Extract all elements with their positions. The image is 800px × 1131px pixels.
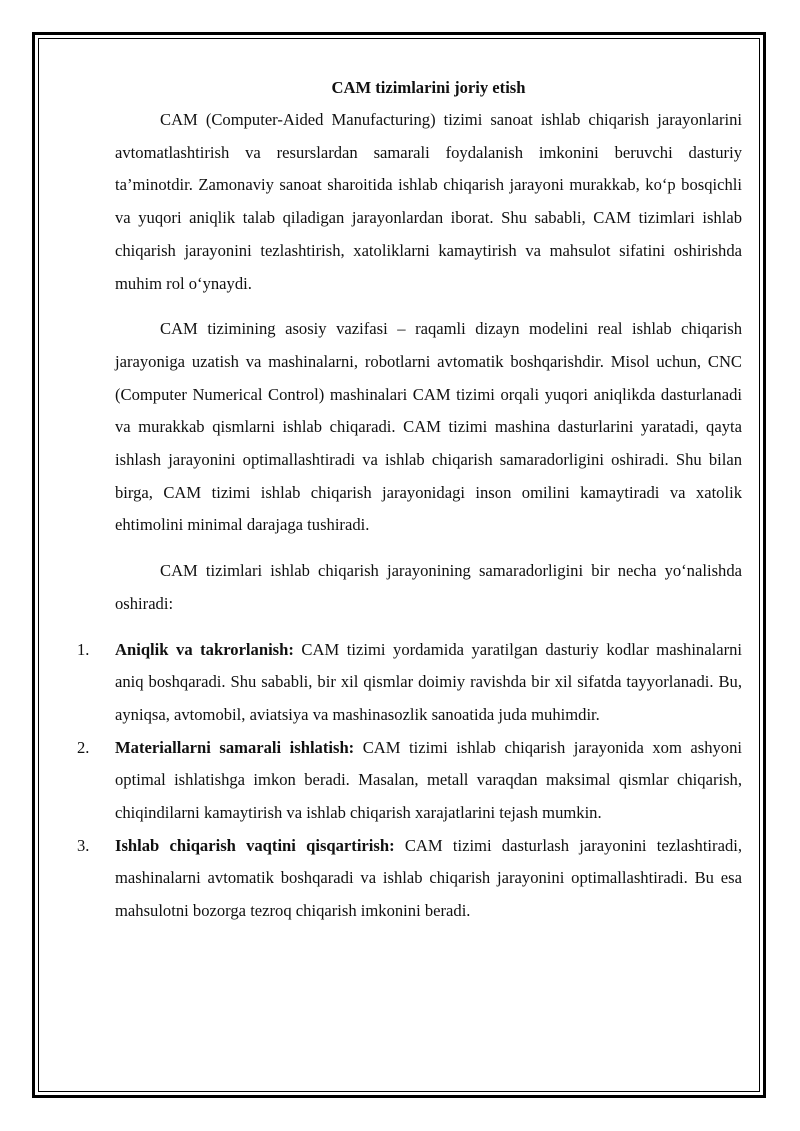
benefits-list bbox=[77, 634, 743, 928]
paragraph-list-intro: CAM tizimlari ishlab chiqarish jarayonining samaradorligini bir necha yo‘nalishda oshiradi: bbox=[115, 561, 742, 613]
document-body bbox=[77, 72, 743, 928]
list-item-number: 1. bbox=[77, 639, 90, 659]
document-title: CAM tizimlarini joriy etish bbox=[331, 78, 526, 97]
list-item bbox=[77, 634, 743, 732]
list-item bbox=[77, 830, 742, 928]
list-item-text: CAM tizimi ishlab chiqarish jarayonida xom ashyoni optimal ishlatishga imkon beradi. Masalan, metall varaqdan maksimal qismlar chiqarish, chiqindilarni kamaytirish va ishlab chiqarish xarajatlarini tejash mumkin. bbox=[115, 737, 742, 823]
list-item bbox=[77, 732, 742, 830]
paragraph-main-task: CAM tizimining asosiy vazifasi – raqamli dizayn modelini real ishlab chiqarish jarayoniga uzatish va mashinalarni, robotlarni avtomatik boshqarishdir. Misol uchun, CNC (Computer Numerical Control) mashinalari CAM tizimi orqali yuqori aniqlikda dasturlanadi va murakkab qismlarni ishlab chiqaradi. CAM tizimi mashina dasturlarini yaratadi, qayta ishlash jarayonini optimallashtiradi va ishlab chiqarish samaradorligini oshiradi. Shu bilan birga, CAM tizimi ishlab chiqarish jarayonidagi inson omilini kamaytiradi va xatolik ehtimolini minimal darajaga tushiradi. bbox=[115, 319, 742, 535]
list-item-number: 2. bbox=[77, 737, 90, 757]
list-item-text: CAM tizimi yordamida yaratilgan dasturiy kodlar mashinalarni aniq boshqaradi. Shu sababli, bir xil qismlar doimiy ravishda bir xil sifatda tayyorlanadi. Bu, ayniqsa, avtomobil, aviatsiya va mashinasozlik sanoatida juda muhimdir. bbox=[115, 639, 743, 724]
list-item-number: 3. bbox=[77, 835, 90, 855]
list-item-heading: Ishlab chiqarish vaqtini qisqartirish: bbox=[115, 835, 395, 855]
paragraph-intro: CAM (Computer-Aided Manufacturing) tizimi sanoat ishlab chiqarish jarayonlarini avtomatlashtirish va resurslardan samarali foydalanish imkonini beruvchi dasturiy ta’minotdir. Zamonaviy sanoat sharoitida ishlab chiqarish jarayoni murakkab, ko‘p bosqichli va yuqori aniqlik talab qiladigan jarayonlardan iborat. Shu sababli, CAM tizimlari ishlab chiqarish jarayonini tezlashtirish, xatoliklarni kamaytirish va mahsulot sifatini oshirishda muhim rol o‘ynaydi. bbox=[115, 110, 742, 293]
list-item-heading: Materiallarni samarali ishlatish: bbox=[115, 737, 355, 757]
list-item-text: CAM tizimi dasturlash jarayonini tezlashtiradi, mashinalarni avtomatik boshqaradi va ishlab chiqarish jarayonini optimallashtiradi. Bu esa mahsulotni bozorga tezroq chiqarish imkonini beradi. bbox=[115, 835, 742, 921]
list-item-heading: Aniqlik va takrorlanish: bbox=[115, 639, 294, 659]
